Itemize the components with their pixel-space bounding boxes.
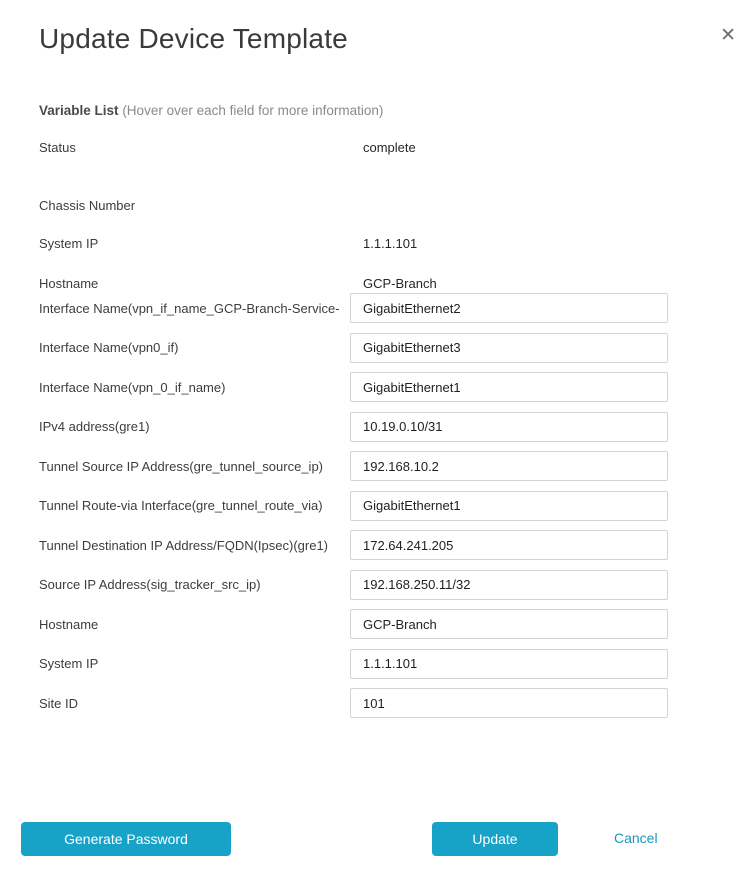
row-chassis-number — [39, 195, 668, 215]
system-ip-input[interactable] — [350, 649, 668, 679]
interface-name-vpn-0-if-name-label: Interface Name(vpn_0_if_name) — [39, 379, 226, 395]
tunnel-route-via-label: Tunnel Route-via Interface(gre_tunnel_route_via) — [39, 498, 323, 513]
interface-name-vpn0-if-label: Interface Name(vpn0_if) — [39, 340, 179, 355]
row-hostname — [39, 273, 668, 293]
row-site-id — [39, 688, 668, 718]
row-interface-name-vpn-0-if-name — [39, 372, 668, 402]
hostname-input[interactable] — [350, 609, 668, 639]
close-icon[interactable]: ✕ — [720, 25, 736, 46]
site-id-label: Site ID — [39, 695, 79, 711]
system-ip-label: System IP — [39, 235, 99, 251]
interface-name-service-input[interactable] — [350, 293, 668, 323]
hostname-label: Hostname — [39, 275, 99, 291]
hostname-editable-label: Hostname — [39, 616, 99, 632]
ipv4-address-gre1-input[interactable] — [350, 412, 668, 442]
cancel-button[interactable]: Cancel — [614, 830, 658, 846]
interface-name-vpn-0-if-name-input[interactable] — [350, 372, 668, 402]
variable-list — [39, 137, 668, 718]
system-ip-editable-label: System IP — [39, 656, 99, 671]
system-ip-value: 1.1.1.101 — [363, 235, 418, 251]
hostname-value: GCP-Branch — [363, 275, 437, 291]
row-system-ip-editable — [39, 649, 668, 679]
generate-password-button[interactable]: Generate Password — [21, 822, 231, 856]
update-device-template-modal — [0, 22, 752, 887]
tunnel-source-ip-input[interactable] — [350, 451, 668, 481]
source-ip-tracker-label: Source IP Address(sig_tracker_src_ip) — [39, 577, 261, 592]
row-hostname-editable — [39, 609, 668, 639]
ipv4-address-gre1-label: IPv4 address(gre1) — [39, 419, 150, 434]
variable-list-hint: (Hover over each field for more information) — [122, 103, 384, 118]
status-label: Status — [39, 139, 76, 155]
tunnel-route-via-input[interactable] — [350, 491, 668, 521]
page-title: Update Device Template — [39, 23, 348, 54]
source-ip-tracker-input[interactable] — [350, 570, 668, 600]
variable-list-header — [39, 103, 752, 119]
tunnel-destination-ip-label: Tunnel Destination IP Address/FQDN(Ipsec)(gre1) — [39, 537, 329, 553]
update-button[interactable]: Update — [432, 822, 558, 856]
tunnel-source-ip-label: Tunnel Source IP Address(gre_tunnel_source_ip) — [39, 458, 324, 474]
interface-name-vpn0-if-input[interactable] — [350, 333, 668, 363]
row-system-ip — [39, 233, 668, 253]
row-status — [39, 137, 668, 157]
row-interface-name-service — [39, 293, 668, 323]
modal-footer — [0, 822, 752, 856]
tunnel-destination-ip-input[interactable] — [350, 530, 668, 560]
status-value: complete — [363, 139, 416, 155]
row-tunnel-source-ip — [39, 451, 668, 481]
chassis-number-label: Chassis Number — [39, 197, 136, 213]
row-ipv4-address-gre1 — [39, 412, 668, 442]
variable-list-heading: Variable List — [39, 103, 119, 118]
row-tunnel-destination-ip — [39, 530, 668, 560]
interface-name-service-label: Interface Name(vpn_if_name_GCP-Branch-Service- — [39, 300, 340, 316]
row-source-ip-tracker — [39, 570, 668, 600]
site-id-input[interactable] — [350, 688, 668, 718]
row-interface-name-vpn0-if — [39, 333, 668, 363]
row-tunnel-route-via — [39, 491, 668, 521]
